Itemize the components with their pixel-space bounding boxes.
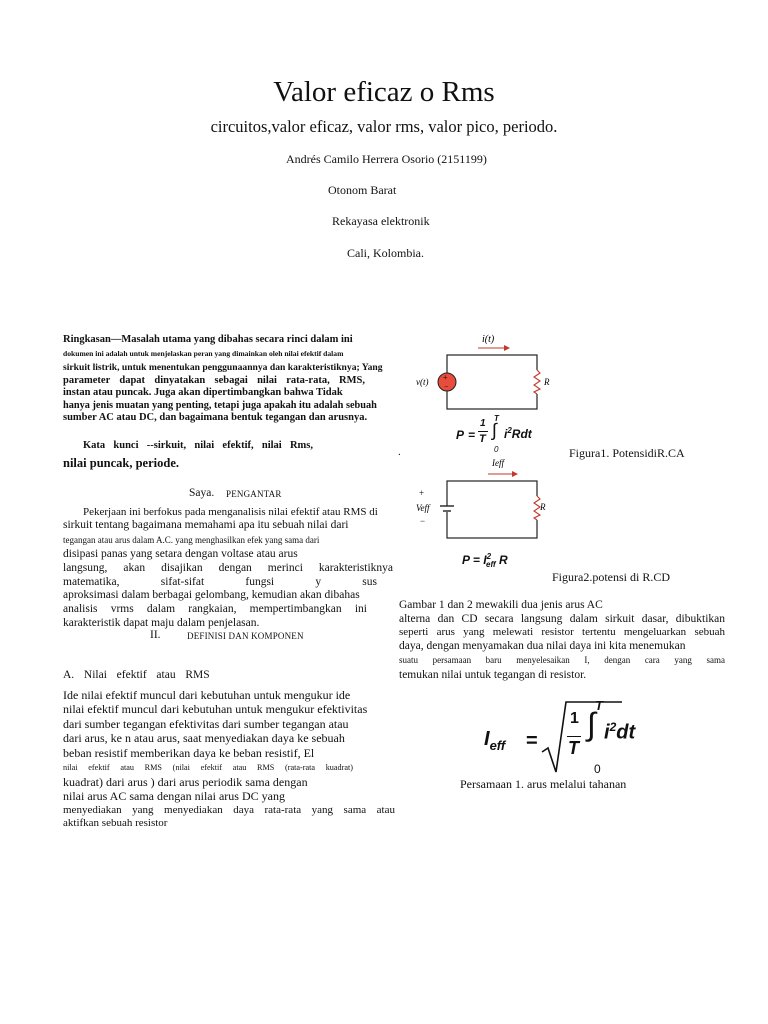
figures-discussion bbox=[399, 598, 725, 682]
body-line: langsung, akan disajikan dengan merinci karakteristiknya bbox=[63, 561, 393, 574]
body-line: alterna dan CD secara langsung dalam sirkuit dasar, dibuktikan bbox=[399, 613, 725, 626]
body-line: aktifkan sebuah resistor bbox=[63, 816, 168, 829]
figure-1-current-label: i(t) bbox=[482, 334, 495, 345]
abstract-line: sirkuit listrik, untuk menentukan penggunaannya dan karakteristiknya; Yang bbox=[63, 361, 383, 373]
figure-2-resistor-label: R bbox=[540, 502, 546, 512]
body-line: matematika, sifat-sifat fungsi y sus bbox=[63, 575, 377, 588]
author-name: Andrés Camilo Herrera Osorio (2151199) bbox=[286, 152, 487, 166]
arrow-head-icon bbox=[504, 345, 510, 351]
abstract-line: parameter dapat dinyatakan sebagai nilai rata-rata, RMS, bbox=[63, 374, 365, 386]
body-line: suatu persamaan baru menyelesaikan I, dengan cara yang sama bbox=[399, 655, 725, 666]
body-line: kuadrat) dari arus ) dari arus periodik sama dengan bbox=[63, 774, 308, 789]
svg-text:+: + bbox=[443, 373, 448, 382]
abstract-line: dokumen ini adalah untuk menjelaskan peran yang dimainkan oleh nilai efektif dalam bbox=[63, 348, 344, 358]
body-line: aproksimasi dalam berbagai gelombang, kemudian akan dibahas bbox=[63, 589, 360, 602]
body-line: nilai efektif atau RMS (nilai efektif atau RMS (rata-rata kuadrat) bbox=[63, 762, 353, 772]
body-line: seperti arus yang melewati resistor tertentu mengeluarkan sebuah bbox=[399, 626, 725, 639]
body-line: dari sumber tegangan efektivitas dari sumber tegangan atau bbox=[63, 716, 349, 731]
abstract-line: sumber AC atau DC, dan bagaimana bentuk tegangan dan arusnya. bbox=[63, 412, 368, 424]
keywords-line: nilai puncak, periode. bbox=[63, 456, 179, 470]
svg-text:+: + bbox=[419, 488, 425, 498]
body-line: Ide nilai efektif muncul dari kebutuhan untuk mengukur ide bbox=[63, 688, 351, 702]
figure-2-formula: $P = I^2_{eff}$ R bbox=[462, 552, 508, 570]
body-line: nilai arus AC sama dengan nilai arus DC yang bbox=[63, 789, 285, 804]
body-line: dari arus, ke n atau arus, saat menyediakan daya ke sebuah bbox=[63, 731, 345, 746]
page-subtitle: circuitos,valor eficaz, valor rms, valor pico, periodo. bbox=[210, 117, 558, 136]
svg-text:−: − bbox=[420, 516, 426, 526]
abstract-line: hanya jenis muatan yang penting, tetapi juga apakah itu adalah sebuah bbox=[63, 399, 377, 411]
section-2-number: II. bbox=[150, 629, 161, 641]
section-1-body bbox=[63, 506, 393, 631]
page-title: Valor eficaz o Rms bbox=[273, 76, 495, 108]
section-2-title: DEFINISI DAN KOMPONEN bbox=[187, 631, 304, 641]
figure-1-circuit bbox=[412, 330, 562, 460]
body-line: menyediakan yang menyediakan daya rata-rata yang sama atau bbox=[63, 803, 395, 816]
svg-text:−: − bbox=[444, 382, 449, 391]
figure-1-dot: . bbox=[398, 446, 401, 458]
body-line: tegangan atau arus dalam A.C. yang menghasilkan efek yang sama dari bbox=[63, 534, 320, 545]
body-line: disipasi panas yang setara dengan voltase atau arus bbox=[63, 547, 298, 560]
author-affiliation-1: Otonom Barat bbox=[328, 183, 397, 197]
body-line: karakteristik dapat maju dalam penjelasan. bbox=[63, 616, 260, 629]
equation-1-caption: Persamaan 1. arus melalui tahanan bbox=[460, 777, 627, 791]
figure-2-wire bbox=[447, 481, 537, 538]
figure-1-resistor-label: R bbox=[544, 377, 550, 387]
equation-1: $I_{eff}$ = 1 T T ∫ 0 $i^2dt$ bbox=[484, 698, 636, 776]
figure-1-source-label: v(t) bbox=[416, 377, 429, 387]
subsection-a-title: A. Nilai efektif atau RMS bbox=[63, 669, 210, 681]
abstract bbox=[63, 334, 399, 425]
body-line: analisis vrms dalam rangkaian, mempertimbangkan ini bbox=[63, 603, 367, 616]
subsection-a-body bbox=[63, 688, 395, 830]
section-1-title: PENGANTAR bbox=[226, 489, 282, 499]
body-line: sirkuit tentang bagaimana memahami apa itu sebuah nilai dari bbox=[63, 519, 349, 532]
figure-2-caption: Figura2.potensi di R.CD bbox=[552, 570, 671, 584]
figure-1-caption: Figura1. PotensidiR.CA bbox=[569, 446, 685, 460]
figure-2-current-label: Ieff bbox=[492, 458, 504, 468]
abstract-line: instan atau puncak. Juga akan dipertimbangkan bahwa Tidak bbox=[63, 387, 343, 399]
body-line: beban resistif memberikan daya ke beban resistif, El bbox=[63, 745, 315, 760]
section-1-number: Saya. bbox=[189, 487, 215, 499]
body-line: Gambar 1 dan 2 mewakili dua jenis arus AC bbox=[399, 599, 603, 611]
figure-2-source-label: Veff bbox=[416, 503, 430, 513]
figure-1-wire bbox=[447, 355, 537, 409]
author-affiliation-2: Rekayasa elektronik bbox=[332, 214, 430, 228]
figure-2-circuit bbox=[412, 454, 562, 554]
body-line: temukan nilai untuk tegangan di resistor. bbox=[399, 669, 587, 682]
body-line: daya, dengan menyamakan dua nilai daya ini kita menemukan bbox=[399, 640, 686, 653]
keywords-line: Kata kunci --sirkuit, nilai efektif, nilai Rms, bbox=[83, 440, 313, 451]
arrow-head-icon bbox=[512, 471, 518, 477]
body-line: nilai efektif muncul dari kebutuhan untuk mengukur efektivitas bbox=[63, 702, 368, 717]
body-line: Pekerjaan ini berfokus pada menganalisis nilai efektif atau RMS di bbox=[83, 506, 378, 518]
abstract-line: Ringkasan—Masalah utama yang dibahas secara rinci dalam ini bbox=[63, 334, 353, 345]
author-location: Cali, Kolombia. bbox=[347, 246, 424, 260]
